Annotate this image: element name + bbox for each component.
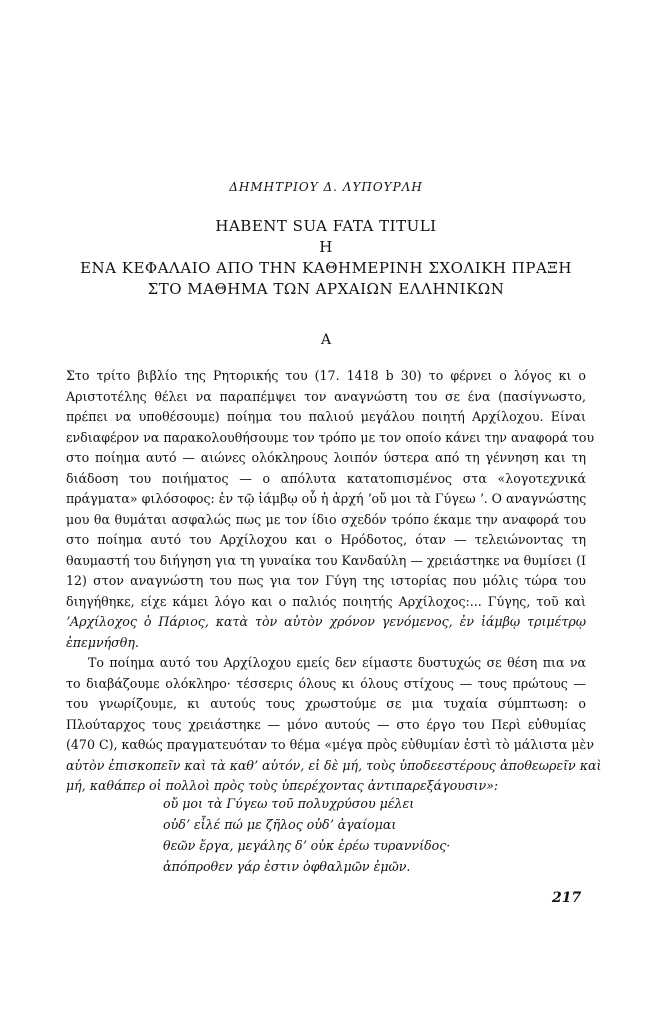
author-name: ΔΗΜΗΤΡΙΟΥ Δ. ΛΥΠΟΥΡΛΗ [229, 180, 423, 194]
body-line: θαυμαστή του διήγηση για τη γυναίκα του Κανδαύλη — χρειάστηκε να θυμίσει (Ι [66, 552, 586, 568]
body-line: 12) στον αναγνώστη του πως για τον Γύγη της ιστορίας που μόλις τώρα του [66, 573, 586, 588]
body-line: του γνωρίζουμε, κι αυτούς τους χρωστούμε σε μια τυχαία σύμπτωση: ο [66, 696, 586, 711]
body-line: διηγήθηκε, είχε κάμει λόγο και ο παλιός ποιητής Αρχίλοχος:... Γύγης, τοῦ καὶ [66, 593, 586, 609]
body-line: ʼΑρχίλοχος ὁ Πάριος, κατὰ τὸν αὐτὸν χρόνον γενόμενος, ἐν ἰάμβῳ τριμέτρῳ [66, 614, 586, 629]
body-line: το διαβάζουμε ολόκληρο· τέσσερις όλους κι όλους στίχους — τους πρώτους — [66, 675, 586, 691]
title-line-subtitle-2: ΣΤΟ ΜΑΘΗΜΑ ΤΩΝ ΑΡΧΑΙΩΝ ΕΛΛΗΝΙΚΩΝ [147, 280, 505, 298]
title-line-conjunction: Η [319, 238, 333, 256]
body-line: στο ποίημα αυτό — αιώνες ολόκληρους λοιπόν ύστερα από τη γέννηση και τη [66, 450, 586, 465]
section-heading: Α [320, 332, 332, 348]
poem-line: οὐδʼ εἷλέ πώ με ζῆλος οὐδʼ ἀγαίομαι [163, 817, 397, 832]
body-line: πράγματα» φιλόσοφος: ἐν τῷ ἰάμβῳ οὗ ἡ ἀρχή ʼοὔ μοι τὰ Γύγεω ʼ. Ο αναγνώστης [66, 491, 587, 506]
poem-line: ἀπόπροθεν γάρ ἐστιν ὀφθαλμῶν ἐμῶν. [163, 859, 411, 874]
poem-line: θεῶν ἔργα, μεγάλης δʼ οὐκ ἐρέω τυραννίδος· [163, 838, 451, 853]
body-text [66, 366, 602, 797]
title-line-subtitle-1: ΕΝΑ ΚΕΦΑΛΑΙΟ ΑΠΟ ΤΗΝ ΚΑΘΗΜΕΡΙΝΗ ΣΧΟΛΙΚΗ ΠΡΑΞΗ [80, 259, 572, 277]
title-line-latin: HABENT SUA FATA TITULI [215, 217, 437, 235]
body-line: ενδιαφέρον να παρακολουθήσουμε τον τρόπο με τον οποίο κάνει την αναφορά του [66, 429, 595, 445]
body-line: μή, καθάπερ οἱ πολλοὶ πρὸς τοὺς ὑπερέχοντας ἀντιπαρεξάγουσιν»: [66, 778, 499, 793]
body-line: Το ποίημα αυτό του Αρχίλοχου εμείς δεν είμαστε δυστυχώς σε θέση πια να [88, 655, 586, 670]
body-line: (470 C), καθώς πραγματευόταν το θέμα «μέγα πρὸς εὐθυμίαν ἐστὶ τὸ μάλιστα μὲν [66, 737, 594, 752]
article-title [0, 216, 652, 300]
body-line: Στο τρίτο βιβλίο της Ρητορικής του (17. 1418 b 30) το φέρνει ο λόγος κι ο [66, 368, 586, 383]
body-line: Αριστοτέλης θέλει να παραπέμψει τον αναγνώστη του σε ένα (πασίγνωστο, [66, 388, 586, 404]
body-line: στο ποίημα αυτό του Αρχίλοχου και ο Ηρόδοτος, όταν — τελειώνοντας τη [66, 532, 586, 547]
body-line: αὑτὸν ἐπισκοπεῖν καὶ τὰ καθʼ αὑτόν, εἰ δὲ μή, τοὺς ὑποδεεστέρους ἀποθεωρεῖν καὶ [66, 757, 602, 773]
body-line: μου θα θυμάται ασφαλώς πως με τον ίδιο σχεδόν τρόπο έκαμε την αναφορά του [66, 511, 586, 527]
poem-quotation [163, 793, 450, 877]
body-line: Πλούταρχος τους χρειάστηκε — μόνο αυτούς — στο έργο του Περὶ εὐθυμίας [66, 716, 586, 732]
poem-line: οὔ μοι τὰ Γύγεω τοῦ πολυχρύσου μέλει [163, 796, 415, 811]
body-line: πρέπει να υποθέσουμε) ποίημα του παλιού μεγάλου ποιητή Αρχίλοχου. Είναι [66, 409, 586, 424]
body-line: διάδοση του ποιήματος — ο απόλυτα κατατοπισμένος στα «λογοτεχνικά [66, 470, 586, 486]
page-number: 217 [552, 890, 582, 906]
body-line: ἐπεμνήσθη. [66, 634, 139, 650]
